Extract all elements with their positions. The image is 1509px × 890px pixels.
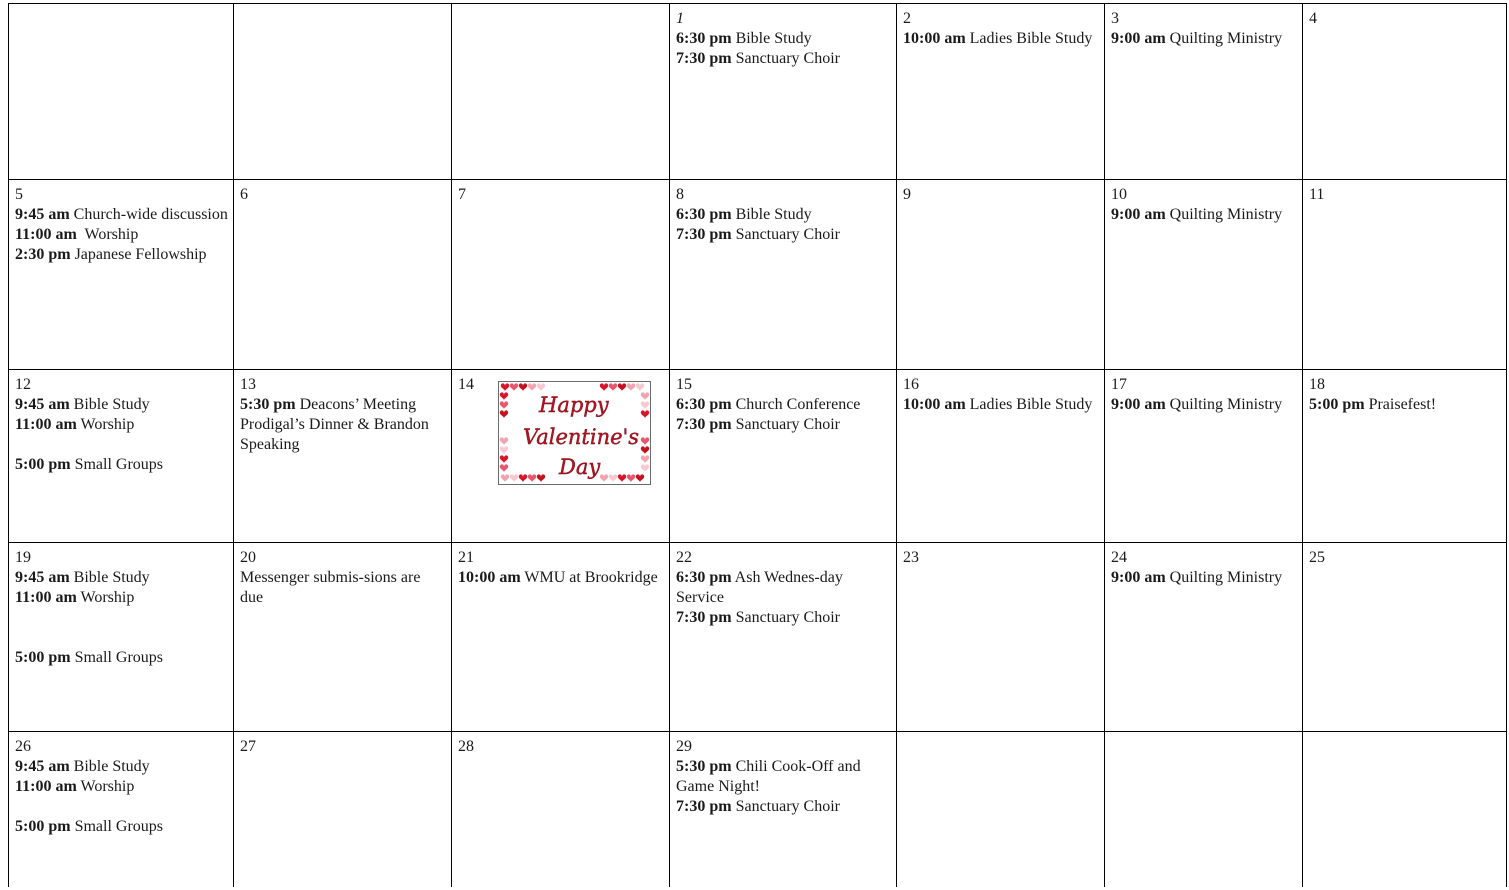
calendar-day-cell bbox=[897, 370, 1104, 542]
event-time: 5:30 pm bbox=[676, 758, 732, 775]
event-title: Ladies Bible Study bbox=[965, 396, 1093, 413]
event-title: Small Groups bbox=[70, 818, 164, 835]
calendar-day-cell bbox=[897, 180, 1104, 369]
day-number: 24 bbox=[1111, 549, 1127, 566]
event-title: Bible Study bbox=[731, 206, 812, 223]
event-title: Worship bbox=[76, 226, 139, 243]
calendar-day-cell bbox=[452, 180, 669, 369]
event-title: Worship bbox=[76, 778, 135, 795]
event-title: Bible Study bbox=[69, 758, 150, 775]
calendar-day-cell bbox=[234, 370, 451, 542]
calendar-day-cell bbox=[234, 4, 451, 179]
calendar-day-cell bbox=[452, 4, 669, 179]
valentine-card-text: Day bbox=[559, 455, 601, 479]
calendar-event bbox=[676, 757, 891, 797]
day-number: 14 bbox=[458, 376, 474, 393]
event-title: Bible Study bbox=[69, 396, 150, 413]
calendar-event bbox=[458, 568, 664, 588]
event-title: Messenger submis-sions are due bbox=[240, 569, 425, 606]
calendar-event bbox=[1111, 29, 1297, 49]
event-title: Japanese Fellowship bbox=[70, 246, 207, 263]
day-number: 27 bbox=[240, 738, 256, 755]
event-time: 5:30 pm bbox=[240, 396, 296, 413]
event-time: 5:00 pm bbox=[15, 456, 71, 473]
calendar-event bbox=[15, 455, 228, 475]
calendar-event bbox=[15, 568, 228, 588]
calendar-day-cell bbox=[670, 180, 896, 369]
calendar-event bbox=[240, 415, 446, 455]
calendar-day-cell bbox=[1105, 4, 1302, 179]
calendar-day-cell bbox=[9, 180, 233, 369]
calendar-event bbox=[676, 49, 891, 69]
calendar-event bbox=[15, 225, 228, 245]
day-number: 18 bbox=[1309, 376, 1325, 393]
event-title: Quilting Ministry bbox=[1165, 206, 1283, 223]
day-number: 20 bbox=[240, 549, 256, 566]
event-time: 6:30 pm bbox=[676, 396, 732, 413]
day-number: 16 bbox=[903, 376, 919, 393]
valentine-card-text: Valentine's bbox=[523, 425, 640, 449]
day-number: 10 bbox=[1111, 186, 1127, 203]
event-time: 10:00 am bbox=[458, 569, 521, 586]
event-time: 11:00 am bbox=[15, 416, 77, 433]
calendar-event bbox=[15, 777, 228, 797]
calendar-day-cell bbox=[1105, 370, 1302, 542]
event-title: Small Groups bbox=[70, 649, 164, 666]
event-title: Sanctuary Choir bbox=[731, 50, 840, 67]
calendar-event bbox=[240, 568, 446, 608]
day-number: 13 bbox=[240, 376, 256, 393]
event-title: Worship bbox=[76, 589, 135, 606]
event-time: 7:30 pm bbox=[676, 798, 732, 815]
day-number: 25 bbox=[1309, 549, 1325, 566]
event-time: 9:00 am bbox=[1111, 396, 1166, 413]
day-number: 22 bbox=[676, 549, 692, 566]
calendar-day-cell bbox=[1105, 543, 1302, 731]
day-number: 29 bbox=[676, 738, 692, 755]
calendar-day-cell bbox=[9, 543, 233, 731]
event-title: Church-wide discussion bbox=[69, 206, 228, 223]
event-time: 7:30 pm bbox=[676, 50, 732, 67]
event-title: Worship bbox=[76, 416, 135, 433]
day-number: 7 bbox=[458, 186, 466, 203]
event-title: Chili Cook-Off and Game Night! bbox=[676, 758, 865, 795]
calendar-day-cell bbox=[670, 732, 896, 886]
event-title: Ash Wednes-day Service bbox=[676, 569, 847, 606]
calendar-day-cell bbox=[897, 543, 1104, 731]
event-time: 9:45 am bbox=[15, 206, 70, 223]
event-time: 9:45 am bbox=[15, 758, 70, 775]
event-title: Small Groups bbox=[70, 456, 164, 473]
event-title: Prodigal’s Dinner & Brandon Speaking bbox=[240, 416, 433, 453]
calendar-day-cell bbox=[1105, 732, 1302, 886]
event-title: Sanctuary Choir bbox=[731, 416, 840, 433]
calendar-event bbox=[1111, 395, 1297, 415]
calendar-event bbox=[15, 395, 228, 415]
calendar-event bbox=[15, 415, 228, 435]
calendar-event bbox=[15, 757, 228, 777]
day-number: 6 bbox=[240, 186, 248, 203]
event-time: 5:00 pm bbox=[1309, 396, 1365, 413]
event-time: 6:30 pm bbox=[676, 206, 732, 223]
event-title: Praisefest! bbox=[1364, 396, 1437, 413]
event-title: Bible Study bbox=[731, 30, 812, 47]
event-title: Deacons’ Meeting bbox=[295, 396, 417, 413]
calendar-event bbox=[676, 415, 891, 435]
calendar-event bbox=[676, 797, 891, 817]
event-title: Church Conference bbox=[731, 396, 861, 413]
event-time: 7:30 pm bbox=[676, 416, 732, 433]
event-time: 2:30 pm bbox=[15, 246, 71, 263]
calendar-day-cell bbox=[1303, 543, 1506, 731]
event-title: Quilting Ministry bbox=[1165, 396, 1283, 413]
calendar-day-cell bbox=[234, 732, 451, 886]
day-number: 2 bbox=[903, 10, 911, 27]
event-time: 11:00 am bbox=[15, 778, 77, 795]
day-number: 28 bbox=[458, 738, 474, 755]
calendar-event bbox=[15, 648, 228, 668]
day-number: 17 bbox=[1111, 376, 1127, 393]
event-time: 9:45 am bbox=[15, 396, 70, 413]
event-title: Sanctuary Choir bbox=[731, 226, 840, 243]
day-number: 11 bbox=[1309, 186, 1325, 203]
calendar-event bbox=[676, 29, 891, 49]
calendar-day-cell bbox=[452, 732, 669, 886]
calendar-day-cell bbox=[1303, 370, 1506, 542]
day-number: 21 bbox=[458, 549, 474, 566]
day-number: 3 bbox=[1111, 10, 1119, 27]
event-title: Sanctuary Choir bbox=[731, 609, 840, 626]
calendar-day-cell bbox=[9, 732, 233, 886]
event-time: 6:30 pm bbox=[676, 569, 732, 586]
calendar-event bbox=[676, 225, 891, 245]
calendar-event bbox=[15, 817, 228, 837]
calendar-day-cell bbox=[670, 543, 896, 731]
event-time: 10:00 am bbox=[903, 30, 966, 47]
event-time: 9:45 am bbox=[15, 569, 70, 586]
calendar-day-cell bbox=[1303, 180, 1506, 369]
event-title: Bible Study bbox=[69, 569, 150, 586]
valentine-card-image bbox=[498, 381, 651, 485]
event-time: 7:30 pm bbox=[676, 609, 732, 626]
calendar-event bbox=[676, 568, 891, 608]
calendar-event bbox=[1111, 205, 1297, 225]
valentine-card-text: Happy bbox=[539, 393, 609, 417]
event-time: 9:00 am bbox=[1111, 30, 1166, 47]
event-time: 7:30 pm bbox=[676, 226, 732, 243]
day-number: 9 bbox=[903, 186, 911, 203]
calendar-day-cell bbox=[670, 370, 896, 542]
calendar-day-cell bbox=[1303, 732, 1506, 886]
calendar-event bbox=[676, 205, 891, 225]
calendar-event bbox=[15, 245, 228, 265]
day-number: 19 bbox=[15, 549, 31, 566]
event-time: 9:00 am bbox=[1111, 206, 1166, 223]
day-number: 1 bbox=[676, 10, 684, 27]
event-time: 5:00 pm bbox=[15, 649, 71, 666]
day-number: 8 bbox=[676, 186, 684, 203]
calendar-day-cell bbox=[9, 4, 233, 179]
calendar-event bbox=[676, 608, 891, 628]
calendar-day-cell bbox=[897, 4, 1104, 179]
calendar-day-cell bbox=[897, 732, 1104, 886]
day-number: 26 bbox=[15, 738, 31, 755]
calendar-event bbox=[1309, 395, 1501, 415]
event-time: 6:30 pm bbox=[676, 30, 732, 47]
calendar-event bbox=[240, 395, 446, 415]
event-title: Quilting Ministry bbox=[1165, 569, 1283, 586]
calendar-day-cell bbox=[670, 4, 896, 179]
calendar-event bbox=[903, 29, 1099, 49]
calendar-event bbox=[1111, 568, 1297, 588]
event-title: Sanctuary Choir bbox=[731, 798, 840, 815]
day-number: 23 bbox=[903, 549, 919, 566]
calendar-day-cell bbox=[234, 543, 451, 731]
event-title: Quilting Ministry bbox=[1165, 30, 1283, 47]
calendar-event bbox=[676, 395, 891, 415]
event-time: 5:00 pm bbox=[15, 818, 71, 835]
day-number: 15 bbox=[676, 376, 692, 393]
event-title: WMU at Brookridge bbox=[520, 569, 658, 586]
day-number: 5 bbox=[15, 186, 23, 203]
calendar-event bbox=[903, 395, 1099, 415]
event-time: 11:00 am bbox=[15, 589, 77, 606]
event-time: 10:00 am bbox=[903, 396, 966, 413]
grid-line-vertical bbox=[1506, 4, 1507, 887]
day-number: 12 bbox=[15, 376, 31, 393]
day-number: 4 bbox=[1309, 10, 1317, 27]
event-time: 11:00 am bbox=[15, 226, 77, 243]
calendar-event bbox=[15, 588, 228, 608]
calendar-day-cell bbox=[234, 180, 451, 369]
calendar-day-cell bbox=[1105, 180, 1302, 369]
calendar-event bbox=[15, 205, 228, 225]
event-time: 9:00 am bbox=[1111, 569, 1166, 586]
event-title: Ladies Bible Study bbox=[965, 30, 1093, 47]
calendar-day-cell bbox=[9, 370, 233, 542]
calendar-day-cell bbox=[452, 543, 669, 731]
calendar-day-cell bbox=[1303, 4, 1506, 179]
